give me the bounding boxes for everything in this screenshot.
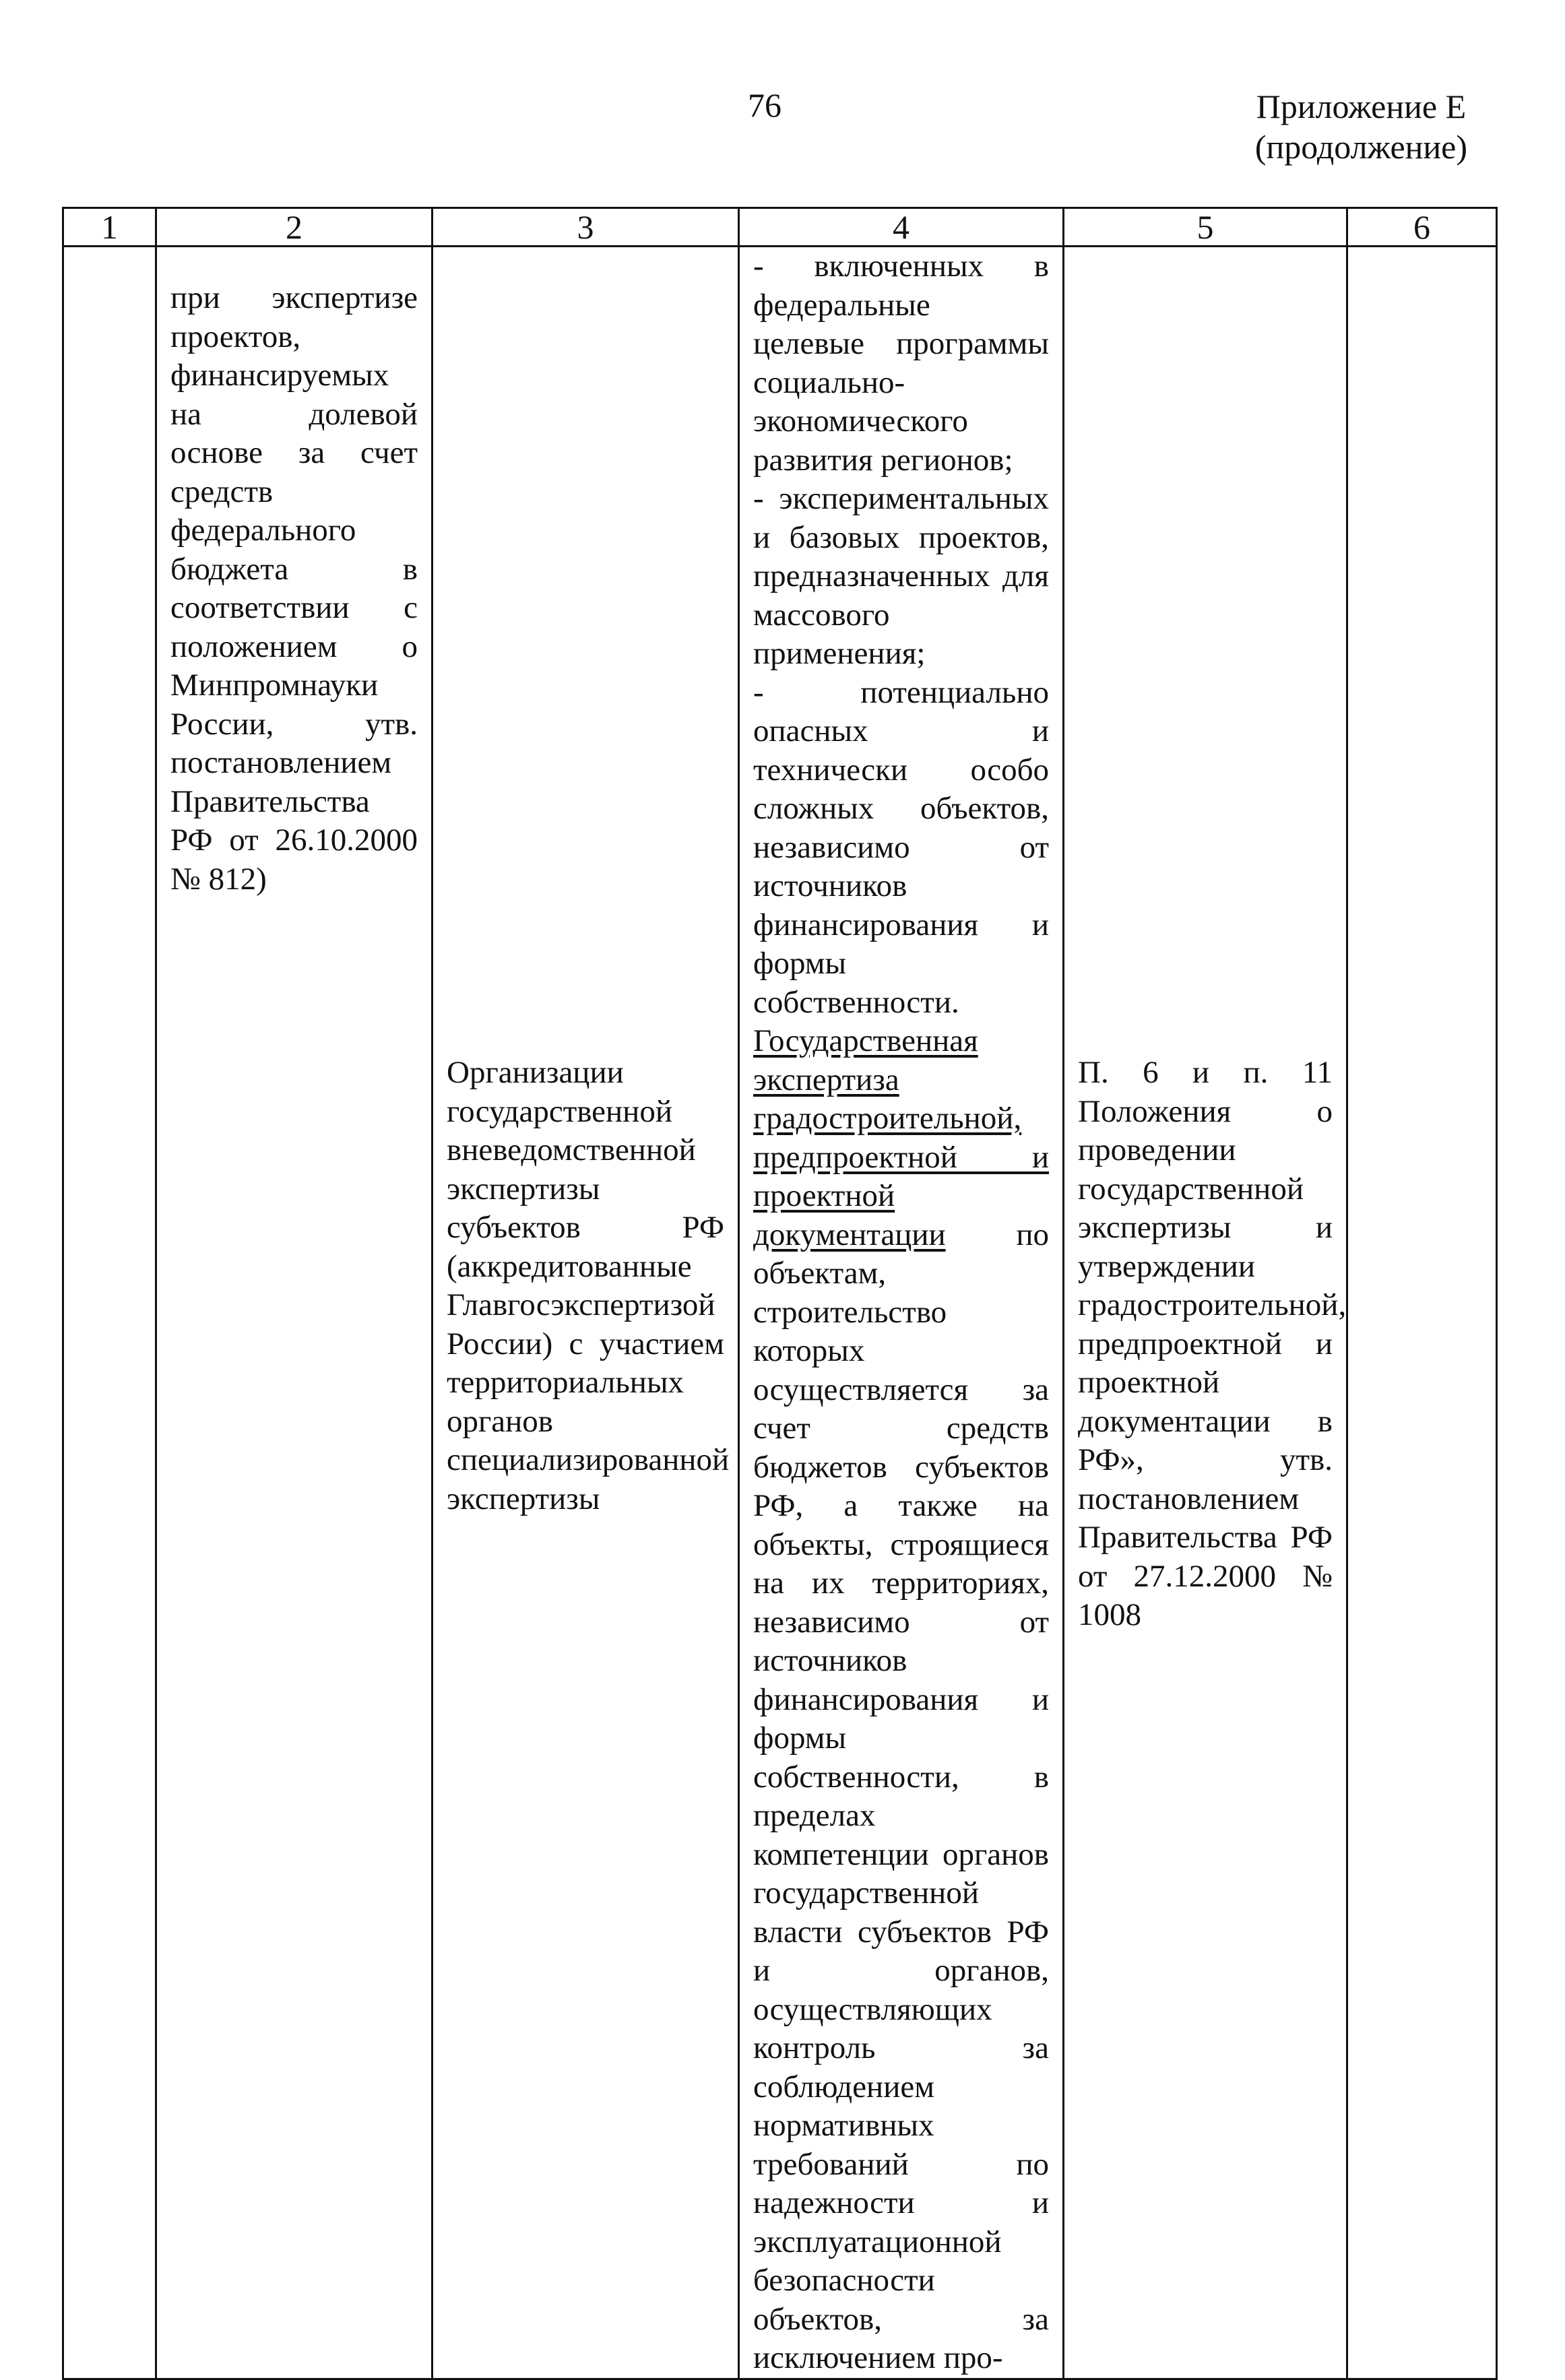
col4-rest-text: по объектам, строительство которых осуществляется за счет средств бюджетов субъектов РФ, а также на объекты, строящиеся на их территориях, независимо от источников финансирования и формы собственности, в пределах компетенции органов государственной власти субъектов РФ и органов, осуществляющих контроль за соблюдением нормативных требований по надежности и эксплуатационной безопасности объектов, за исключением про- [753,1217,1049,2375]
col4-underlined-title: Государственная экспертиза градостроительной, предпроектной и проектной документации [753,1023,1049,1252]
col4-expertise-paragraph [753,1022,1049,2378]
col2-text: при экспертизе проектов, финансируемых на долевой основе за счет средств федерального бюджета в соответствии с положением о Минпромнауки России, утв. постановлением Правительства РФ от 26.10.2000 № 812) [170,280,418,897]
column-header-2: 2 [156,208,433,247]
table-header-row [63,208,1497,247]
cell-col-6 [1347,247,1497,2379]
cell-col-5 [1064,247,1347,2379]
col5-text: П. 6 и п. 11 Положения о проведении государственной экспертизы и утверждении градостроительной, предпроектной и проектной документации в РФ», утв. постановлением Правительства РФ от 27.12.2000 № 1008 [1078,1055,1347,1632]
col3-text: Организации государственной вневедомственной экспертизы субъектов РФ (аккредитованные Главгосэкспертизой России) с участием территориальных органов специализированной экспертизы [447,1055,730,1516]
column-header-4: 4 [739,208,1064,247]
col4-item-2: - экспериментальных и базовых проектов, предназначенных для массового применения; [753,481,1049,671]
column-header-3: 3 [433,208,739,247]
appendix-title [1255,86,1467,167]
page-number: 76 [748,86,781,124]
cell-col-3 [433,247,739,2379]
col4-item-3: - потенциально опасных и технически особо сложных объектов, независимо от источников финансирования и формы собственности. [753,674,1049,1020]
appendix-label: Приложение Е [1256,88,1467,125]
col4-item-1: - включенных в федеральные целевые программы социально-экономического развития регионов; [753,249,1049,478]
appendix-table [62,207,1498,2380]
appendix-continuation: (продолжение) [1254,128,1467,166]
column-header-5: 5 [1064,208,1347,247]
column-header-1: 1 [63,208,156,247]
column-header-6: 6 [1347,208,1497,247]
table-row [63,247,1497,2379]
cell-col-2 [156,247,433,2379]
cell-col-4 [739,247,1064,2379]
cell-col-1 [63,247,156,2379]
col4-content [753,247,1049,2378]
